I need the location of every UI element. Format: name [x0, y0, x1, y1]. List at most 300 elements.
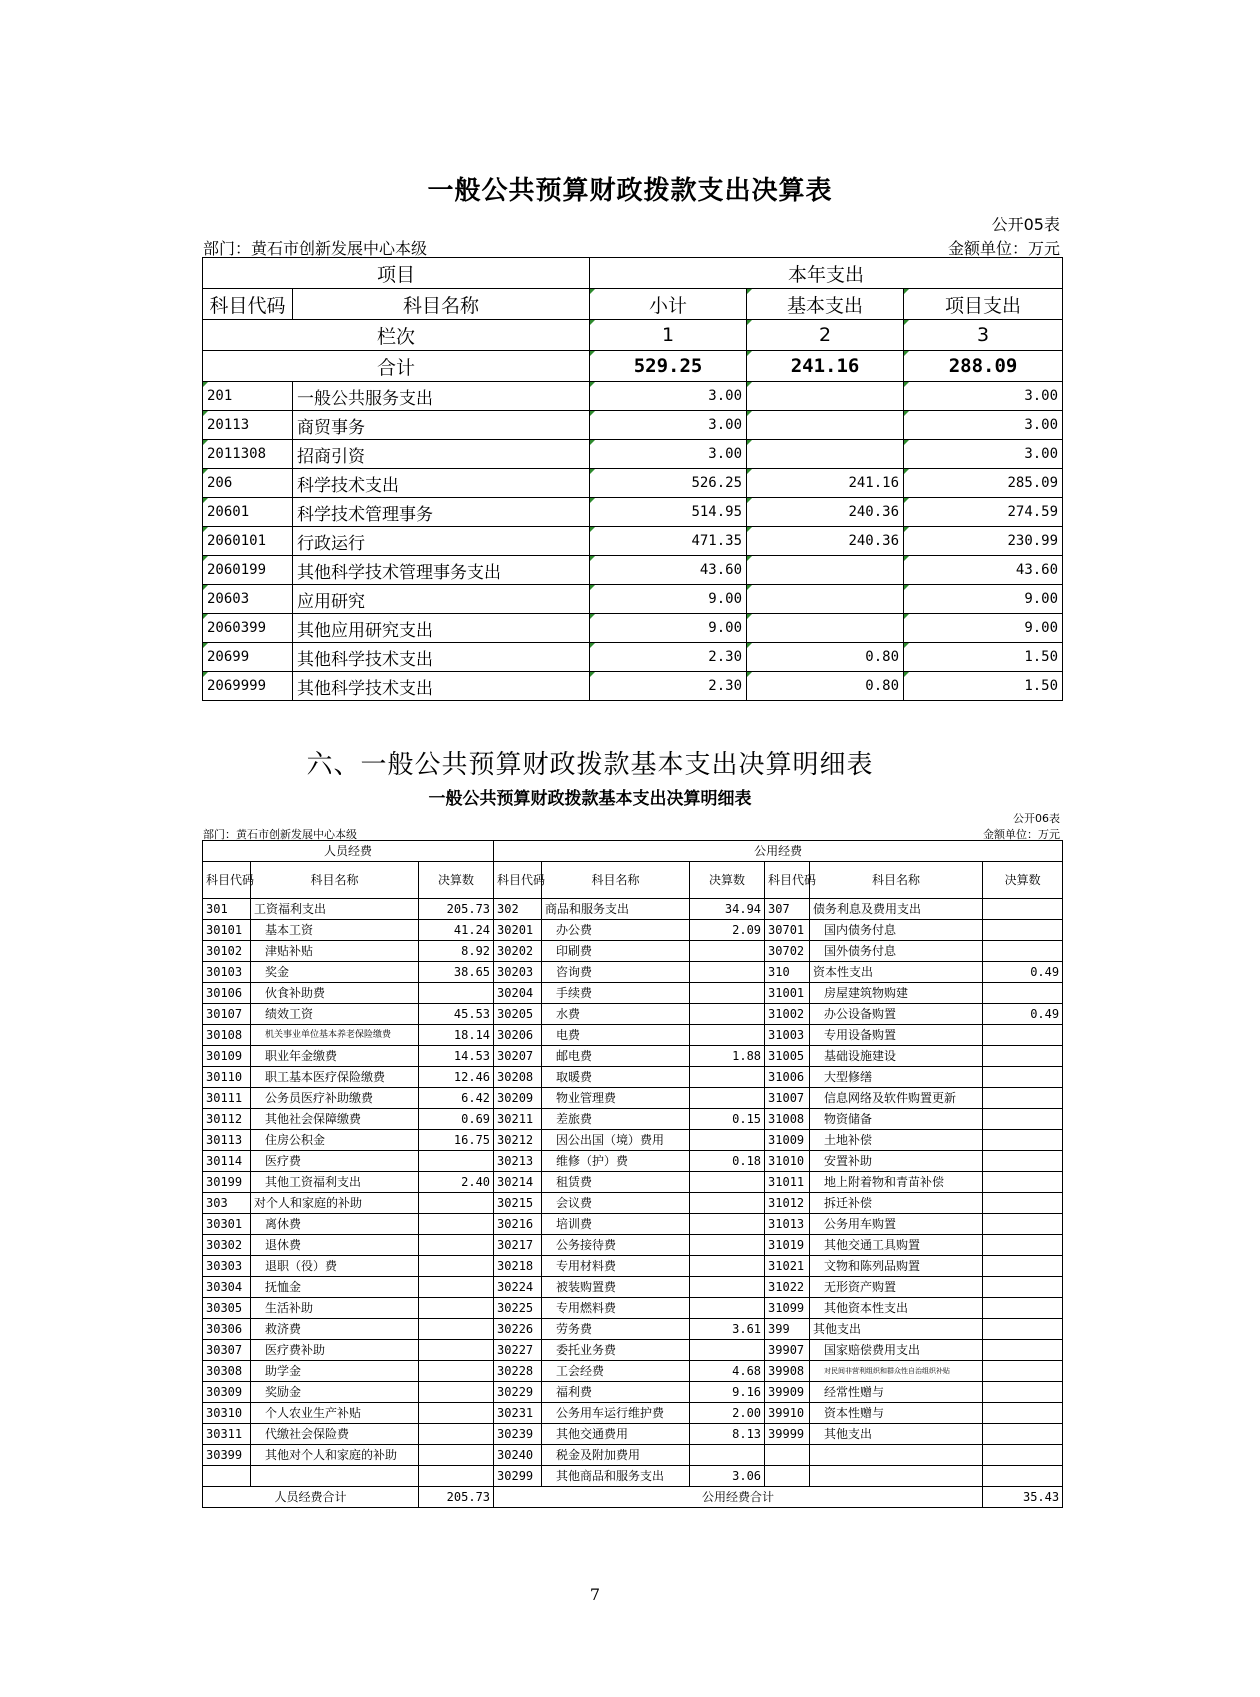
row-name: 其他应用研究支出: [293, 614, 590, 643]
cell-amount: 3.06: [690, 1466, 765, 1487]
row-code: 2069999: [203, 672, 293, 701]
cell-amount: [690, 1235, 765, 1256]
cell-name: 奖金: [251, 962, 419, 983]
table-row: [203, 1235, 1063, 1256]
cell-amount: [419, 1214, 494, 1235]
table-row: [203, 1067, 1063, 1088]
cell-amount: [419, 1403, 494, 1424]
detail-rows: [203, 899, 1063, 1487]
cell-code: 30305: [203, 1298, 251, 1319]
cell-name: 差旅费: [542, 1109, 690, 1130]
row-subtotal: 2.30: [590, 643, 747, 672]
header-subtotal: 小计: [590, 289, 747, 320]
cell-name: 国家赔偿费用支出: [810, 1340, 983, 1361]
cell-name: 手续费: [542, 983, 690, 1004]
cell-name: 土地补偿: [810, 1130, 983, 1151]
header-code: 科目代码: [203, 862, 251, 899]
row-project: 274.59: [904, 498, 1063, 527]
cell-code: 31002: [765, 1004, 810, 1025]
cell-amount: 2.00: [690, 1403, 765, 1424]
cell-amount: [690, 1298, 765, 1319]
cell-amount: [690, 1067, 765, 1088]
table-row: [203, 962, 1063, 983]
cell-amount: 0.18: [690, 1151, 765, 1172]
row-project: 3.00: [904, 440, 1063, 469]
table-row: [203, 469, 1063, 498]
header-project: 项目支出: [904, 289, 1063, 320]
cell-code: 30110: [203, 1067, 251, 1088]
row-basic: [747, 440, 904, 469]
cell-code: 399: [765, 1319, 810, 1340]
cell-amount: [983, 1109, 1063, 1130]
cell-code: 30227: [494, 1340, 542, 1361]
cell-amount: [983, 1361, 1063, 1382]
header-item: 项目: [203, 258, 590, 289]
table-row: [203, 1172, 1063, 1193]
header-column-no: 栏次: [203, 320, 590, 351]
cell-amount: [690, 962, 765, 983]
cell-name: 物资储备: [810, 1109, 983, 1130]
cell-amount: [690, 1256, 765, 1277]
row-basic: 0.80: [747, 643, 904, 672]
header-amount: 决算数: [983, 862, 1063, 899]
table-row: [203, 1340, 1063, 1361]
table1-department: 部门：黄石市创新发展中心本级: [203, 239, 428, 258]
cell-code: 30208: [494, 1067, 542, 1088]
cell-code: 31005: [765, 1046, 810, 1067]
table-row: [203, 1277, 1063, 1298]
row-code: 2060101: [203, 527, 293, 556]
cell-name: 津贴补贴: [251, 941, 419, 962]
table2-title: 一般公共预算财政拨款基本支出决算明细表: [428, 789, 752, 809]
header-col3: 3: [904, 320, 1063, 351]
cell-code: 31009: [765, 1130, 810, 1151]
cell-name: 维修（护）费: [542, 1151, 690, 1172]
cell-name: 信息网络及软件购置更新: [810, 1088, 983, 1109]
cell-amount: [983, 941, 1063, 962]
cell-name: 生活补助: [251, 1298, 419, 1319]
cell-amount: [690, 1277, 765, 1298]
table-row: [203, 1382, 1063, 1403]
table-row: [203, 983, 1063, 1004]
cell-name: 其他商品和服务支出: [542, 1466, 690, 1487]
cell-code: 31003: [765, 1025, 810, 1046]
cell-code: 307: [765, 899, 810, 920]
cell-code: 30311: [203, 1424, 251, 1445]
row-project: 1.50: [904, 672, 1063, 701]
cell-name: [810, 1445, 983, 1466]
table-row: [203, 614, 1063, 643]
cell-amount: 0.49: [983, 962, 1063, 983]
cell-name: 安置补助: [810, 1151, 983, 1172]
row-name: 商贸事务: [293, 411, 590, 440]
cell-code: 30199: [203, 1172, 251, 1193]
row-code: 206: [203, 469, 293, 498]
row-basic: 240.36: [747, 498, 904, 527]
table-row: [203, 1445, 1063, 1466]
header-code: 科目代码: [494, 862, 542, 899]
cell-code: 30299: [494, 1466, 542, 1487]
total-basic: 241.16: [747, 351, 904, 382]
cell-name: 取暖费: [542, 1067, 690, 1088]
cell-name: 办公设备购置: [810, 1004, 983, 1025]
cell-name: 国外债务付息: [810, 941, 983, 962]
cell-amount: [690, 1340, 765, 1361]
cell-name: 福利费: [542, 1382, 690, 1403]
row-name: 其他科学技术支出: [293, 672, 590, 701]
cell-name: 文物和陈列品购置: [810, 1256, 983, 1277]
cell-amount: [983, 920, 1063, 941]
row-subtotal: 526.25: [590, 469, 747, 498]
cell-amount: [419, 1319, 494, 1340]
cell-code: 31008: [765, 1109, 810, 1130]
cell-amount: [690, 1193, 765, 1214]
cell-name: 培训费: [542, 1214, 690, 1235]
cell-amount: [983, 1340, 1063, 1361]
cell-code: 31022: [765, 1277, 810, 1298]
cell-amount: 12.46: [419, 1067, 494, 1088]
table-row: [203, 1319, 1063, 1340]
cell-amount: [690, 1130, 765, 1151]
cell-code: 30109: [203, 1046, 251, 1067]
cell-name: 助学金: [251, 1361, 419, 1382]
header-col2: 2: [747, 320, 904, 351]
cell-code: 39910: [765, 1403, 810, 1424]
cell-name: 住房公积金: [251, 1130, 419, 1151]
table-row: [203, 440, 1063, 469]
cell-name: 无形资产购置: [810, 1277, 983, 1298]
cell-amount: 2.40: [419, 1172, 494, 1193]
table-row: [203, 1151, 1063, 1172]
cell-code: 30211: [494, 1109, 542, 1130]
cell-amount: [419, 1256, 494, 1277]
cell-amount: 1.88: [690, 1046, 765, 1067]
table-row: [203, 1403, 1063, 1424]
header-name: 科目名称: [810, 862, 983, 899]
cell-code: [203, 1466, 251, 1487]
header-year-expense: 本年支出: [590, 258, 1063, 289]
cell-amount: [983, 1025, 1063, 1046]
cell-code: 30106: [203, 983, 251, 1004]
table-row: [203, 498, 1063, 527]
cell-name: 救济费: [251, 1319, 419, 1340]
cell-code: 30701: [765, 920, 810, 941]
row-project: 285.09: [904, 469, 1063, 498]
cell-name: 劳务费: [542, 1319, 690, 1340]
table-row: [203, 585, 1063, 614]
cell-code: 30108: [203, 1025, 251, 1046]
cell-code: 31001: [765, 983, 810, 1004]
cell-name: 代缴社会保险费: [251, 1424, 419, 1445]
cell-name: 租赁费: [542, 1172, 690, 1193]
cell-name: 其他工资福利支出: [251, 1172, 419, 1193]
cell-amount: [983, 899, 1063, 920]
cell-code: 30306: [203, 1319, 251, 1340]
cell-code: 30239: [494, 1424, 542, 1445]
cell-name: 基础设施建设: [810, 1046, 983, 1067]
row-name: 一般公共服务支出: [293, 382, 590, 411]
cell-name: 物业管理费: [542, 1088, 690, 1109]
table-row: [203, 556, 1063, 585]
row-basic: [747, 585, 904, 614]
cell-name: 工资福利支出: [251, 899, 419, 920]
cell-amount: [690, 1004, 765, 1025]
cell-code: 31011: [765, 1172, 810, 1193]
cell-name: 印刷费: [542, 941, 690, 962]
cell-code: 310: [765, 962, 810, 983]
cell-name: 公务用车运行维护费: [542, 1403, 690, 1424]
table-row: [203, 1214, 1063, 1235]
cell-name: 基本工资: [251, 920, 419, 941]
cell-amount: [690, 983, 765, 1004]
table2-tag: 公开06表: [1013, 812, 1060, 825]
cell-code: 30103: [203, 962, 251, 983]
row-subtotal: 471.35: [590, 527, 747, 556]
cell-code: 30107: [203, 1004, 251, 1025]
cell-code: 30310: [203, 1403, 251, 1424]
cell-code: 30206: [494, 1025, 542, 1046]
cell-code: 30309: [203, 1382, 251, 1403]
table-row: [203, 411, 1063, 440]
row-basic: [747, 382, 904, 411]
cell-code: 31099: [765, 1298, 810, 1319]
row-code: 20601: [203, 498, 293, 527]
cell-name: 职工基本医疗保险缴费: [251, 1067, 419, 1088]
cell-name: 债务利息及费用支出: [810, 899, 983, 920]
header-name: 科目名称: [293, 289, 590, 320]
table-row: [203, 1361, 1063, 1382]
cell-name: 抚恤金: [251, 1277, 419, 1298]
section-heading: 六、一般公共预算财政拨款基本支出决算明细表: [306, 750, 874, 780]
row-basic: [747, 556, 904, 585]
cell-code: 30212: [494, 1130, 542, 1151]
header-amount: 决算数: [419, 862, 494, 899]
cell-name: 水费: [542, 1004, 690, 1025]
cell-name: 因公出国（境）费用: [542, 1130, 690, 1151]
cell-code: 31010: [765, 1151, 810, 1172]
cell-name: 其他支出: [810, 1424, 983, 1445]
cell-amount: [419, 983, 494, 1004]
cell-code: [765, 1466, 810, 1487]
cell-amount: 18.14: [419, 1025, 494, 1046]
cell-name: 其他交通工具购置: [810, 1235, 983, 1256]
cell-code: 30203: [494, 962, 542, 983]
cell-amount: 34.94: [690, 899, 765, 920]
cell-amount: 6.42: [419, 1088, 494, 1109]
cell-code: 39999: [765, 1424, 810, 1445]
table2-department: 部门：黄石市创新发展中心本级: [203, 828, 357, 841]
cell-amount: [983, 1172, 1063, 1193]
total-project: 288.09: [904, 351, 1063, 382]
cell-code: [765, 1445, 810, 1466]
cell-code: 31006: [765, 1067, 810, 1088]
row-name: 应用研究: [293, 585, 590, 614]
header-name: 科目名称: [542, 862, 690, 899]
cell-name: 公务接待费: [542, 1235, 690, 1256]
cell-amount: [419, 1151, 494, 1172]
table-row: [203, 1298, 1063, 1319]
header-amount: 决算数: [690, 862, 765, 899]
row-project: 230.99: [904, 527, 1063, 556]
total-personnel-label: 人员经费合计: [203, 1487, 419, 1508]
table-row: [203, 1088, 1063, 1109]
row-subtotal: 514.95: [590, 498, 747, 527]
total-personnel-value: 205.73: [419, 1487, 494, 1508]
cell-name: 其他社会保障缴费: [251, 1109, 419, 1130]
table-row: [203, 527, 1063, 556]
row-subtotal: 3.00: [590, 440, 747, 469]
cell-amount: [983, 983, 1063, 1004]
header-col1: 1: [590, 320, 747, 351]
row-code: 2060399: [203, 614, 293, 643]
table-row: [203, 1424, 1063, 1445]
cell-code: 30307: [203, 1340, 251, 1361]
cell-amount: [419, 1382, 494, 1403]
table-row: [203, 1466, 1063, 1487]
cell-amount: 8.13: [690, 1424, 765, 1445]
cell-amount: 0.69: [419, 1109, 494, 1130]
cell-name: 地上附着物和青苗补偿: [810, 1172, 983, 1193]
row-project: 3.00: [904, 411, 1063, 440]
cell-amount: [983, 1067, 1063, 1088]
cell-name: 其他资本性支出: [810, 1298, 983, 1319]
cell-code: 31021: [765, 1256, 810, 1277]
table-row: [203, 1193, 1063, 1214]
cell-name: 其他交通费用: [542, 1424, 690, 1445]
cell-amount: [419, 1298, 494, 1319]
row-name: 其他科学技术支出: [293, 643, 590, 672]
table-row: [203, 1130, 1063, 1151]
cell-amount: 38.65: [419, 962, 494, 983]
cell-code: 30302: [203, 1235, 251, 1256]
cell-code: 30114: [203, 1151, 251, 1172]
cell-name: 国内债务付息: [810, 920, 983, 941]
table-row: [203, 899, 1063, 920]
cell-code: 31012: [765, 1193, 810, 1214]
row-subtotal: 9.00: [590, 614, 747, 643]
cell-name: 奖励金: [251, 1382, 419, 1403]
cell-code: 30224: [494, 1277, 542, 1298]
cell-code: 39907: [765, 1340, 810, 1361]
cell-code: 39909: [765, 1382, 810, 1403]
table1-tag: 公开05表: [991, 215, 1060, 234]
cell-amount: [983, 1088, 1063, 1109]
row-code: 201: [203, 382, 293, 411]
cell-code: 30399: [203, 1445, 251, 1466]
row-basic: [747, 411, 904, 440]
row-code: 20699: [203, 643, 293, 672]
cell-amount: 16.75: [419, 1130, 494, 1151]
cell-name: 个人农业生产补贴: [251, 1403, 419, 1424]
cell-code: 30240: [494, 1445, 542, 1466]
cell-name: 医疗费补助: [251, 1340, 419, 1361]
cell-amount: 41.24: [419, 920, 494, 941]
cell-code: 30217: [494, 1235, 542, 1256]
row-project: 9.00: [904, 614, 1063, 643]
cell-name: 伙食补助费: [251, 983, 419, 1004]
header-code: 科目代码: [765, 862, 810, 899]
cell-code: 30226: [494, 1319, 542, 1340]
cell-name: 专用燃料费: [542, 1298, 690, 1319]
table1-unit: 金额单位：万元: [947, 239, 1060, 258]
row-project: 1.50: [904, 643, 1063, 672]
cell-code: 302: [494, 899, 542, 920]
cell-code: 30218: [494, 1256, 542, 1277]
cell-code: 39908: [765, 1361, 810, 1382]
row-code: 2011308: [203, 440, 293, 469]
table-row: [203, 672, 1063, 701]
row-name: 行政运行: [293, 527, 590, 556]
cell-code: 31007: [765, 1088, 810, 1109]
row-name: 招商引资: [293, 440, 590, 469]
cell-name: 绩效工资: [251, 1004, 419, 1025]
table-row: [203, 920, 1063, 941]
table-row: [203, 382, 1063, 411]
cell-amount: 3.61: [690, 1319, 765, 1340]
table-row: [203, 1046, 1063, 1067]
cell-amount: [419, 1445, 494, 1466]
row-project: 9.00: [904, 585, 1063, 614]
cell-name: 公务用车购置: [810, 1214, 983, 1235]
cell-name: 退职（役）费: [251, 1256, 419, 1277]
group-personnel: 人员经费: [203, 841, 494, 862]
cell-amount: [690, 1025, 765, 1046]
row-name: 科学技术管理事务: [293, 498, 590, 527]
cell-code: 30225: [494, 1298, 542, 1319]
cell-name: 被装购置费: [542, 1277, 690, 1298]
cell-amount: [983, 1256, 1063, 1277]
cell-amount: [419, 1193, 494, 1214]
table-row: [203, 1025, 1063, 1046]
cell-name: 资本性支出: [810, 962, 983, 983]
cell-name: 工会经费: [542, 1361, 690, 1382]
table-row: [203, 1256, 1063, 1277]
cell-name: 电费: [542, 1025, 690, 1046]
cell-code: 30102: [203, 941, 251, 962]
cell-amount: [690, 1214, 765, 1235]
cell-amount: 4.68: [690, 1361, 765, 1382]
cell-name: 公务员医疗补助缴费: [251, 1088, 419, 1109]
cell-code: 303: [203, 1193, 251, 1214]
table1-title: 一般公共预算财政拨款支出决算表: [427, 176, 833, 206]
table-row: [203, 1004, 1063, 1025]
cell-code: 30207: [494, 1046, 542, 1067]
total-public-label: 公用经费合计: [494, 1487, 983, 1508]
cell-code: 31019: [765, 1235, 810, 1256]
cell-amount: [983, 1298, 1063, 1319]
cell-code: 30204: [494, 983, 542, 1004]
row-subtotal: 3.00: [590, 382, 747, 411]
cell-amount: [983, 1130, 1063, 1151]
appropriation-expense-table: [202, 257, 1063, 701]
cell-name: 其他对个人和家庭的补助: [251, 1445, 419, 1466]
cell-name: 邮电费: [542, 1046, 690, 1067]
cell-code: 30111: [203, 1088, 251, 1109]
cell-amount: [690, 1445, 765, 1466]
cell-name: 对民间非营利组织和群众性自治组织补贴: [810, 1361, 983, 1382]
cell-name: 大型修缮: [810, 1067, 983, 1088]
cell-amount: [983, 1193, 1063, 1214]
cell-amount: [983, 1151, 1063, 1172]
cell-amount: [983, 1319, 1063, 1340]
cell-name: 拆迁补偿: [810, 1193, 983, 1214]
cell-amount: [690, 1172, 765, 1193]
cell-amount: [983, 1046, 1063, 1067]
row-basic: 241.16: [747, 469, 904, 498]
cell-amount: [690, 1088, 765, 1109]
row-code: 20603: [203, 585, 293, 614]
cell-code: 30201: [494, 920, 542, 941]
